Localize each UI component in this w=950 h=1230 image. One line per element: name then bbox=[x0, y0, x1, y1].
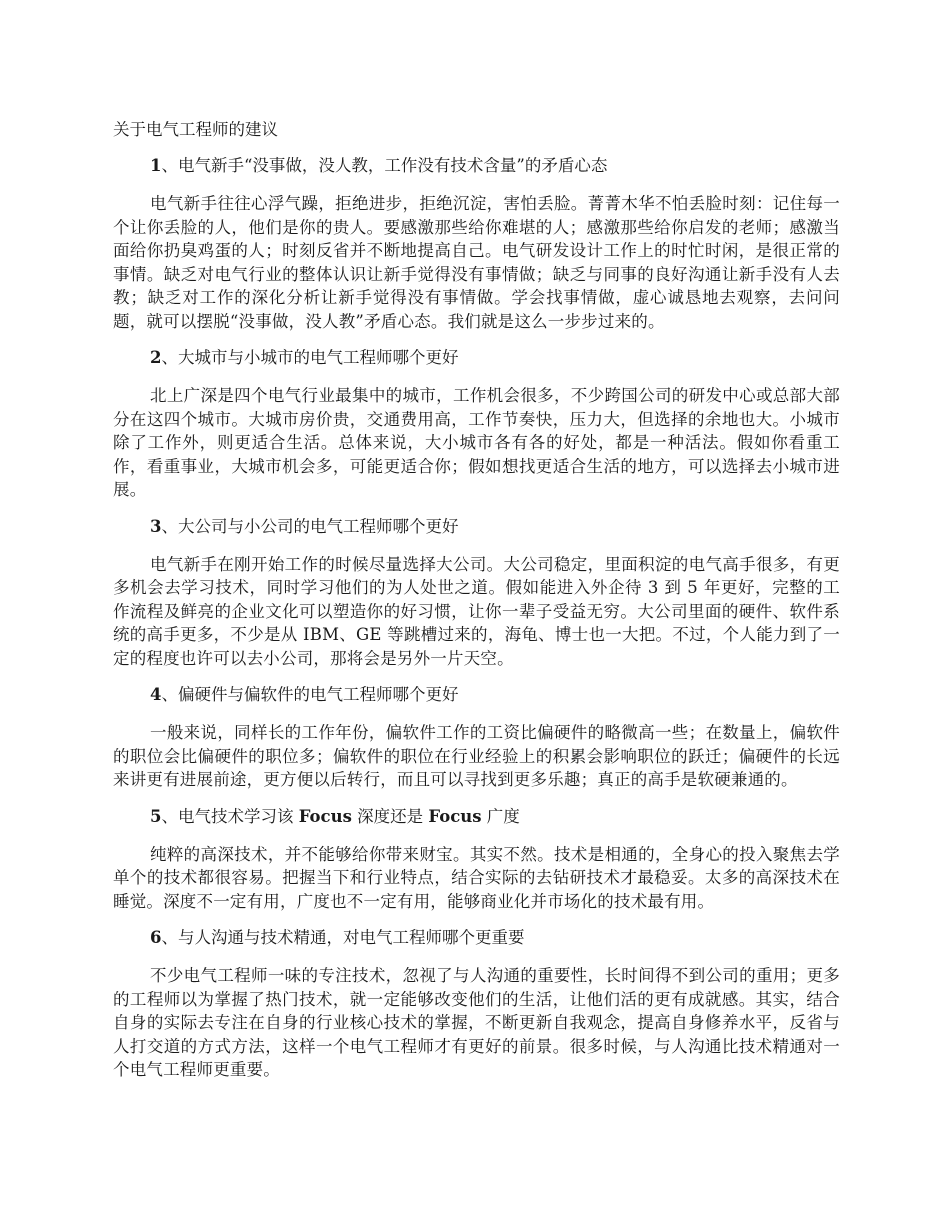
section-heading bbox=[113, 154, 840, 178]
section-body: 纯粹的高深技术，并不能够给你带来财宝。其实不然。技术是相通的，全身心的投入聚焦去学单个的技术都很容易。把握当下和行业特点，结合实际的去钻研技术才最稳妥。太多的高深技术在睡觉。深度不一定有用，广度也不一定有用，能够商业化并市场化的技术最有用。 bbox=[113, 844, 840, 911]
section-body: 电气新手在刚开始工作的时候尽量选择大公司。大公司稳定，里面积淀的电气高手很多，有更多机会去学习技术，同时学习他们的为人处世之道。假如能进入外企待 3 到 5 年更好，完整的工作流程及鲜亮的企业文化可以塑造你的好习惯，让你一辈子受益无穷。大公司里面的硬件、软件系统的高手更多，不少是从 IBM、GE 等跳槽过来的，海龟、博士也一大把。不过，个人能力到了一定的程度也许可以去小公司，那将会是另外一片天空。 bbox=[113, 554, 840, 668]
section-body: 北上广深是四个电气行业最集中的城市，工作机会很多，不少跨国公司的研发中心或总部大部分在这四个城市。大城市房价贵，交通费用高，工作节奏快，压力大，但选择的余地也大。小城市除了工作外，则更适合生活。总体来说，大小城市各有各的好处，都是一种活法。假如你看重工作，看重事业，大城市机会多，可能更适合你；假如想找更适合生活的地方，可以选择去小城市进展。 bbox=[113, 386, 840, 499]
section-number: 4 bbox=[150, 685, 162, 704]
section-2 bbox=[113, 346, 840, 502]
section-body: 电气新手往往心浮气躁，拒绝进步，拒绝沉淀，害怕丢脸。菁菁木华不怕丢脸时刻：记住每一个让你丢脸的人，他们是你的贵人。要感激那些给你难堪的人；感激那些给你启发的老师；感激当面给你扔臭鸡蛋的人；时刻反省并不断地提高自己。电气研发设计工作上的时忙时闲，是很正常的事情。缺乏对电气行业的整体认识让新手觉得没有事情做；缺乏与同事的良好沟通让新手没有人去教；缺乏对工作的深化分析让新手觉得没有事情做。学会找事情做，虚心诚恳地去观察，去问问题，就可以摆脱“没事做，没人教”矛盾心态。我们就是这么一步步过来的。 bbox=[113, 194, 840, 331]
section-heading bbox=[113, 515, 840, 539]
section-6 bbox=[113, 926, 840, 1082]
document-page bbox=[113, 118, 840, 1095]
section-number: 2 bbox=[150, 348, 162, 367]
section-number: 6 bbox=[150, 928, 162, 947]
section-4 bbox=[113, 683, 840, 792]
focus-keyword: Focus bbox=[298, 806, 352, 826]
section-heading-text: 、偏硬件与偏软件的电气工程师哪个更好 bbox=[161, 685, 459, 704]
section-heading bbox=[113, 805, 840, 829]
section-3 bbox=[113, 515, 840, 671]
focus-keyword: Focus bbox=[428, 806, 482, 826]
section-heading bbox=[113, 926, 840, 950]
section-number: 3 bbox=[150, 516, 162, 536]
section-heading-text: 、大公司与小公司的电气工程师哪个更好 bbox=[161, 516, 459, 536]
section-number: 5 bbox=[150, 806, 162, 826]
section-heading-text: 深度还是 bbox=[351, 806, 429, 826]
section-heading-text: 、与人沟通与技术精通，对电气工程师哪个更重要 bbox=[161, 928, 525, 947]
document-title: 关于电气工程师的建议 bbox=[113, 120, 278, 139]
section-number: 1 bbox=[150, 156, 162, 175]
section-heading bbox=[113, 683, 840, 707]
section-body: 不少电气工程师一味的专注技术，忽视了与人沟通的重要性，长时间得不到公司的重用；更多的工程师以为掌握了热门技术，就一定能够改变他们的生活，让他们活的更有成就感。其实，结合自身的实际去专注在自身的行业核心技术的掌握，不断更新自我观念，提高自身修养水平，反省与人打交道的方式方法，这样一个电气工程师才有更好的前景。很多时候，与人沟通比技术精通对一个电气工程师更重要。 bbox=[113, 966, 840, 1079]
section-heading bbox=[113, 346, 840, 370]
section-heading-text: 、电气新手“没事做，没人教，工作没有技术含量”的矛盾心态 bbox=[161, 156, 608, 175]
section-1 bbox=[113, 154, 840, 333]
section-heading-text: 广度 bbox=[481, 806, 520, 826]
section-5 bbox=[113, 805, 840, 914]
section-heading-text: 、电气技术学习该 bbox=[161, 806, 299, 826]
section-body: 一般来说，同样长的工作年份，偏软件工作的工资比偏硬件的略微高一些；在数量上，偏软件的职位会比偏硬件的职位多；偏软件的职位在行业经验上的积累会影响职位的跃迁；偏硬件的长远来讲更有进展前途，更方便以后转行，而且可以寻找到更多乐趣；真正的高手是软硬兼通的。 bbox=[113, 723, 840, 789]
section-heading-text: 、大城市与小城市的电气工程师哪个更好 bbox=[161, 348, 459, 367]
